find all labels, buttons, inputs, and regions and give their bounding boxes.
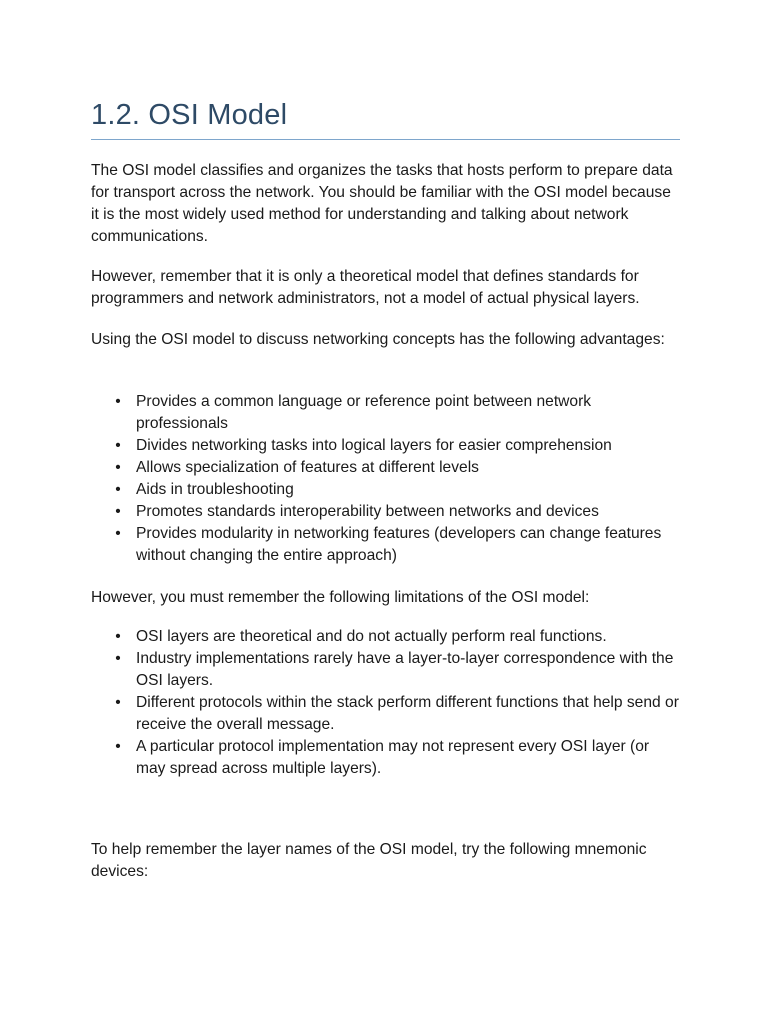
bullet-icon: • — [115, 459, 121, 476]
bullet-icon: • — [115, 503, 121, 520]
heading-underline — [91, 139, 680, 140]
list-item — [91, 479, 681, 501]
list-item — [91, 648, 681, 692]
bullet-icon: • — [115, 738, 121, 755]
paragraph-intro: The OSI model classifies and organizes the tasks that hosts perform to prepare data for transport across the network. You should be familiar with the OSI model because it is the most widely used method for understanding and talking about network communications. — [91, 162, 673, 245]
bullet-icon: • — [115, 525, 121, 542]
paragraph-limitations-intro: However, you must remember the following limitations of the OSI model: — [91, 589, 590, 606]
advantages-list — [91, 391, 681, 567]
list-item-text: Promotes standards interoperability between networks and devices — [136, 503, 599, 520]
list-item — [91, 626, 681, 648]
paragraph-mnemonic-intro: To help remember the layer names of the OSI model, try the following mnemonic devices: — [91, 841, 647, 880]
list-item-text: Aids in troubleshooting — [136, 481, 294, 498]
list-item-text: OSI layers are theoretical and do not actually perform real functions. — [136, 628, 607, 645]
section-heading: 1.2. OSI Model — [91, 99, 288, 131]
bullet-icon: • — [115, 481, 121, 498]
bullet-icon: • — [115, 437, 121, 454]
list-item — [91, 692, 681, 736]
bullet-icon: • — [115, 393, 121, 410]
list-item-text: A particular protocol implementation may not represent every OSI layer (or may spread across multiple layers). — [136, 738, 650, 777]
list-item — [91, 501, 681, 523]
list-item — [91, 457, 681, 479]
list-item-text: Allows specialization of features at different levels — [136, 459, 479, 476]
list-item-text: Provides a common language or reference point between network professionals — [136, 393, 592, 432]
paragraph-theoretical-note: However, remember that it is only a theoretical model that defines standards for programmers and network administrators, not a model of actual physical layers. — [91, 268, 640, 307]
limitations-list — [91, 626, 681, 780]
bullet-icon: • — [115, 628, 121, 645]
bullet-icon: • — [115, 650, 121, 667]
list-item — [91, 523, 681, 567]
list-item-text: Industry implementations rarely have a layer-to-layer correspondence with the OSI layers. — [136, 650, 674, 689]
list-item — [91, 736, 681, 780]
list-item — [91, 391, 681, 435]
bullet-icon: • — [115, 694, 121, 711]
list-item-text: Divides networking tasks into logical layers for easier comprehension — [136, 437, 612, 454]
list-item-text: Different protocols within the stack perform different functions that help send or receive the overall message. — [136, 694, 679, 733]
list-item-text: Provides modularity in networking features (developers can change features without changing the entire approach) — [136, 525, 662, 564]
list-item — [91, 435, 681, 457]
paragraph-advantages-intro: Using the OSI model to discuss networking concepts has the following advantages: — [91, 331, 665, 348]
